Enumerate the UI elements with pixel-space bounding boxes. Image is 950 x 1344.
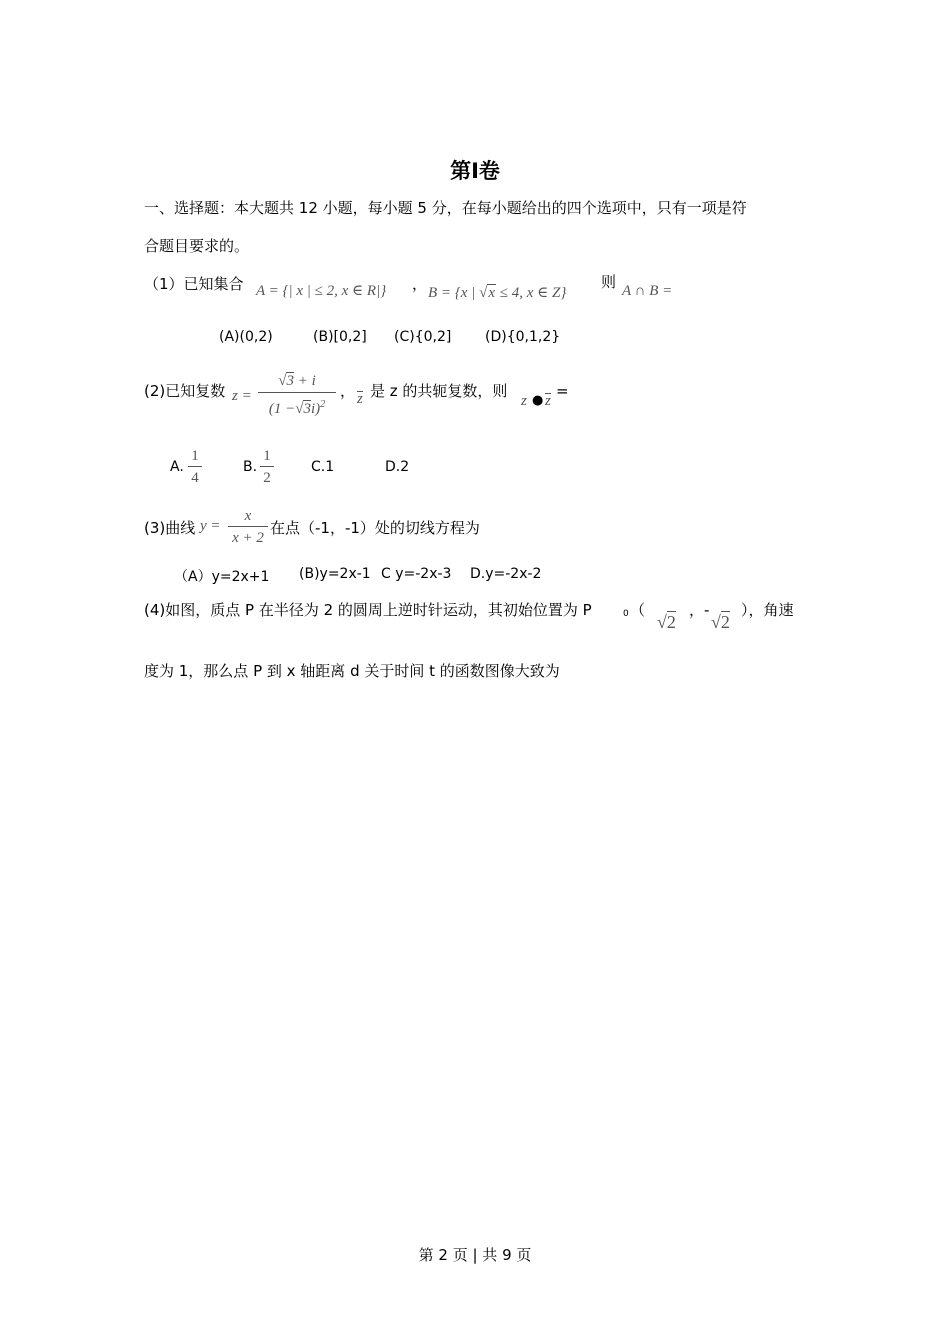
q2-fraction <box>258 370 336 421</box>
section-instructions-line2: 合题目要求的。 <box>144 237 250 255</box>
q3-option-b: (B)y=2x-1 <box>299 566 371 582</box>
q2-option-c: C.1 <box>311 459 335 475</box>
q3-option-a: （A）y=2x+1 <box>174 569 270 585</box>
q2-equals: = <box>556 382 569 400</box>
q1-set-a: A = {| x | ≤ 2, x ∈ R|} <box>256 283 387 299</box>
q2-text-mid: 是 z 的共轭复数，则 <box>370 382 508 400</box>
q1-then: 则 <box>601 273 617 291</box>
q1-sqrt-radicand: x <box>488 285 495 301</box>
q1-set-b-left: B = {x | <box>428 285 476 301</box>
q2-comma: ， <box>340 382 356 400</box>
q2-product-zbar: z <box>545 393 551 409</box>
q3-numerator: x <box>244 508 252 524</box>
q3-option-c: C y=-2x-3 <box>381 566 452 582</box>
q3-denominator: x + 2 <box>232 530 264 546</box>
q1-comma: ， <box>412 275 428 293</box>
q2-dot: ● <box>532 393 544 408</box>
q2-option-b-fraction: 1 2 <box>260 446 274 489</box>
section-instructions-line1: 一、选择题：本大题共 12 小题，每小题 5 分，在每小题给出的四个选项中，只有一项是符 <box>144 199 747 217</box>
q3-fraction <box>228 506 268 549</box>
q1-set-b-right: ≤ 4, x ∈ Z} <box>499 285 567 301</box>
q3-y-eq: y = <box>200 518 221 534</box>
q1-expr: A ∩ B = <box>622 283 673 299</box>
q1-option-c: (C){0,2] <box>394 329 452 345</box>
q3-suffix: 在点（-1，-1）处的切线方程为 <box>270 519 480 537</box>
q4-sqrt2-b: √2 <box>711 612 730 632</box>
q1-set-b <box>428 283 566 302</box>
q4-subscript-0: 0 <box>623 609 629 619</box>
q2-option-d: D.2 <box>385 459 410 475</box>
q2-product-z: z <box>521 393 527 409</box>
q1-sqrt-symbol: √x <box>479 285 495 301</box>
q3-prefix: (3)曲线 <box>144 519 196 537</box>
q2-option-b-label: B. <box>243 459 258 475</box>
page-title: 第Ⅰ卷 <box>450 159 500 183</box>
q1-option-a: (A)(0,2) <box>219 329 273 345</box>
q2-zbar: z <box>357 391 363 407</box>
q2-z-eq: z = <box>232 388 252 404</box>
q1-prefix: （1）已知集合 <box>144 275 244 293</box>
q4-line1-prefix: (4)如图，质点 P 在半径为 2 的圆周上逆时针运动，其初始位置为 P <box>144 601 592 619</box>
page-footer: 第 2 页 | 共 9 页 <box>418 1246 532 1264</box>
q2-prefix: (2)已知复数 <box>144 382 226 400</box>
q2-denominator: $(1 -√3i)^2$ <box>268 399 326 417</box>
q4-sqrt2-a: √2 <box>657 612 676 632</box>
q2-numerator: √3 + i <box>278 373 316 389</box>
q1-option-d: (D){0,1,2} <box>485 329 561 345</box>
q4-lparen: （ <box>630 601 646 619</box>
q4-rparen: ），角速 <box>741 601 794 619</box>
q3-option-d: D.y=-2x-2 <box>470 566 542 582</box>
q4-comma: ，- <box>689 601 710 619</box>
q4-line2: 度为 1，那么点 P 到 x 轴距离 d 关于时间 t 的函数图像大致为 <box>144 662 560 680</box>
q1-option-b: (B)[0,2] <box>313 329 367 345</box>
q2-option-a-fraction: 1 4 <box>188 446 202 489</box>
q2-option-a-label: A. <box>170 459 184 475</box>
